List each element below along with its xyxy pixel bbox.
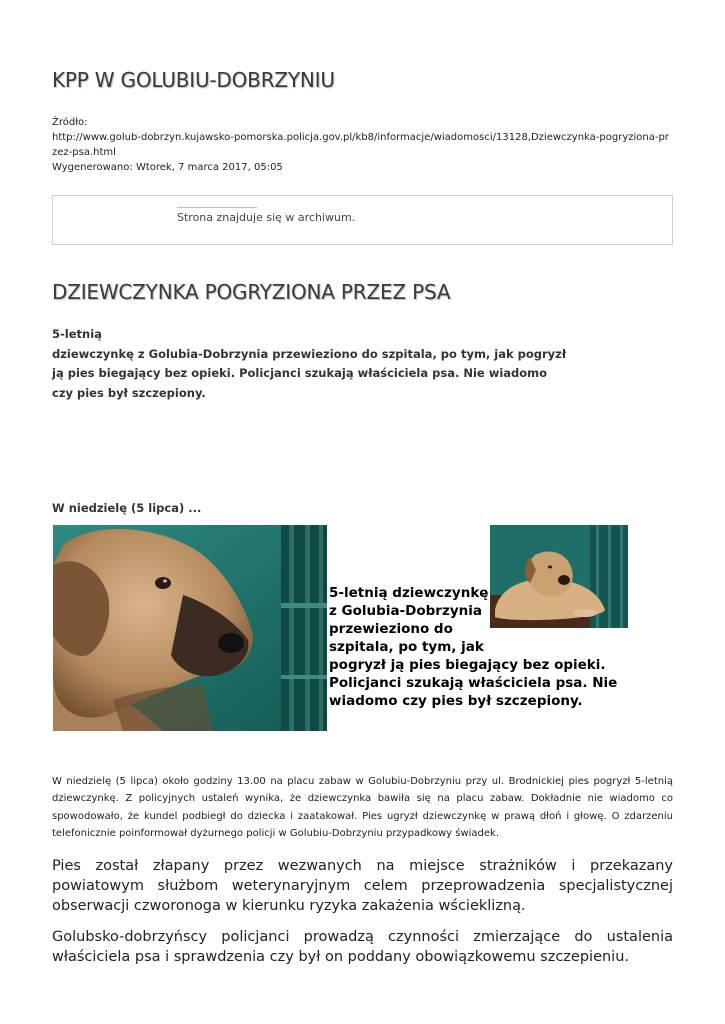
lead-line: ją pies biegający bez opieki. Policjanci szukają właściciela psa. Nie wiadomo (52, 366, 548, 380)
caption-line: szpitala, po tym, jak (329, 639, 484, 655)
generated-date: Wygenerowano: Wtorek, 7 marca 2017, 05:05 (52, 162, 283, 173)
article-lead (52, 325, 567, 403)
source-block (52, 115, 674, 175)
lead-line: dziewczynkę z Golubia-Dobrzynia przewieziono do szpitala, po tym, jak pogryzł (52, 346, 567, 361)
source-url[interactable]: http://www.golub-dobrzyn.kujawsko-pomorska.policja.gov.pl/kb8/informacje/wiadomosci/13128,Dziewczynka-pogryziona-przez-psa.html (52, 132, 669, 158)
article-body-paragraph: W niedzielę (5 lipca) około godziny 13.00 na placu zabaw w Golubiu-Dobrzyniu przy ul. Brodnickiej pies pogryzł 5-letnią dziewczynkę. Z policyjnych ustaleń wynika, że dziewczynka bawiła się na placu zabaw. Dokładnie nie wiadomo co spowodowało, że kundel podbiegł do dziecka i zaatakował. Pies ugryzł dziewczynkę w prawą dłoń i głowę. O zdarzeniu telefonicznie poinformował dyżurnego policji w Golubiu-Dobrzyniu przypadkowy świadek. (52, 776, 673, 839)
dog-photo-icon (53, 525, 327, 731)
photo-caption (329, 584, 629, 710)
lead-line: czy pies był szczepiony. (52, 385, 206, 400)
caption-line: 5-letnią dziewczynkę (329, 585, 489, 601)
archive-divider (177, 207, 257, 208)
caption-line: Policjanci szukają właściciela psa. Nie (329, 675, 618, 691)
lead-line: 5-letnią (52, 327, 102, 341)
caption-line: przewieziono do (329, 621, 453, 637)
archive-notice (52, 195, 673, 245)
article-paragraph-1: Pies został złapany przez wezwanych na miejsce strażników i przekazany powiatowym służbom weterynaryjnym celem przeprowadzenia specjalistycznej obserwacji czworonoga w kierunku ryzyka zakażenia wścieklizną. (52, 858, 673, 914)
article-title: DZIEWCZYNKA POGRYZIONA PRZEZ PSA (52, 280, 451, 304)
article-paragraph-2: Golubsko-dobrzyńscy policjanci prowadzą czynności zmierzające do ustalenia właściciela psa i sprawdzenia czy był on poddany obowiązkowemu szczepieniu. (52, 929, 673, 965)
caption-line: z Golubia-Dobrzynia (329, 603, 482, 619)
caption-line: wiadomo czy pies był szczepiony. (329, 693, 583, 709)
caption-line: pogryzł ją pies biegający bez opieki. (329, 657, 606, 673)
archive-note: Strona znajduje się w archiwum. (177, 211, 356, 224)
site-title: KPP W GOLUBIU-DOBRZYNIU (52, 68, 335, 92)
source-label: Źródło: (52, 117, 88, 128)
article-intro: W niedzielę (5 lipca) ... (52, 501, 202, 515)
